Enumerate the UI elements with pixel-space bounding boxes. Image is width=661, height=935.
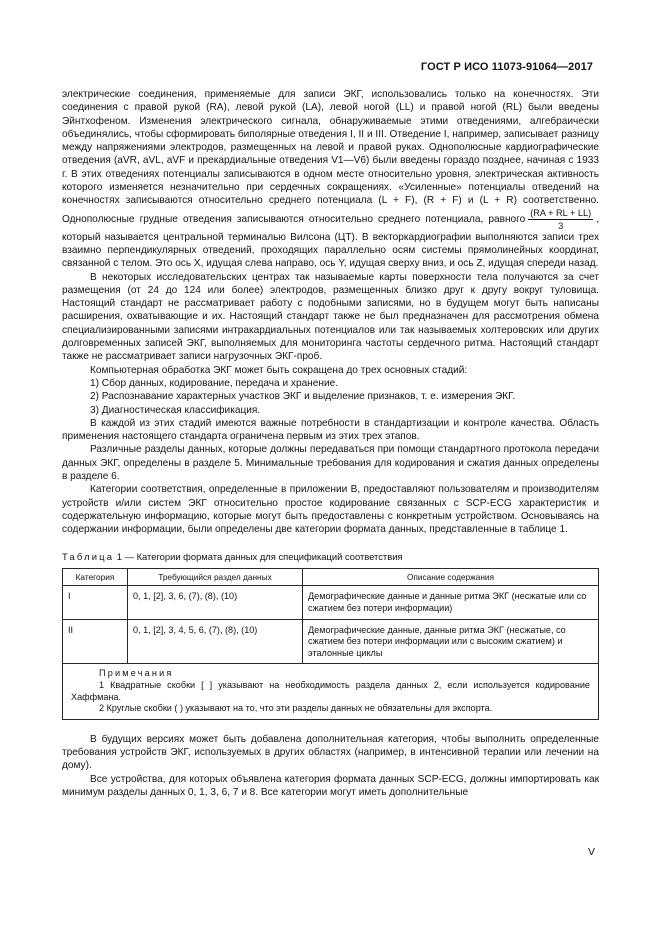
paragraph-processing-stages: Компьютерная обработка ЭКГ может быть сокращена до трех основных стадий:: [90, 364, 468, 376]
paragraph-compliance-categories: Категории соответствия, определенные в приложении В, предоставляют пользователям и производителям устройств и/или систем ЭКГ относительно простое кодирование связанных с SCP-ECG характеристик и содержательную информацию, которые могут быть предоставлены с конкретным устройством. Основываясь на содержании информации, были определены две категории формата данных, представленные в таблице 1.: [62, 484, 599, 536]
table-header-row: [63, 568, 599, 586]
table-row: [63, 619, 599, 664]
column-header-description: Описание содержания: [303, 568, 599, 586]
note-item: 1 Квадратные скобки [ ] указывают на необходимость раздела данных 2, если используется кодирование Хаффмана.: [71, 679, 590, 702]
list-item: 3) Диагностическая классификация.: [90, 404, 261, 416]
wilson-fraction: [528, 208, 593, 231]
data-format-categories-table: [62, 568, 599, 720]
document-body: [62, 88, 599, 799]
table-caption: [62, 550, 599, 563]
note-item: 2 Круглые скобки ( ) указывают на то, что эти разделы данных не обязательны для экспорта.: [99, 703, 493, 714]
paragraph-device-requirements: Все устройства, для которых объявлена категория формата данных SCP-ECG, должны импортировать как минимум разделы данных 0, 1, 3, 6, 7 и 8. Все категории могут иметь дополнительные: [62, 773, 599, 798]
fraction-denominator: 3: [558, 220, 564, 231]
intro-text-part1: электрические соединения, применяемые для записи ЭКГ, использовались только на конечностях. Эти соединения с правой рукой (RA), левой рукой (LA), левой ногой (LL) и правой ногой (RL) были введены Эйнтхофеном. Изменения электрического сигнала, обнаруживаемые этими отведениями, алгебраически объединялись, чтобы сформировать биполярные отведения I, II и III. Отведение I, например, записывает разницу между напряжениями электродов, размещенных на левой и правой руках. Однополюсные кардиографические отведения (aVR, aVL, aVF и прекардиальные отведения V1—V6) были введены гораздо позднее, начиная с 1933 г. В этих отведениях потенциалы записываются в одном месте относительно уровня, электрическая активность которого изменяется незначительно при сердечных сокращениях. «Усиленные» потенциалы отведений на конечностях записываются относительно среднего потенциала (L + F), (R + F) и (L + R) соответственно. Однополюсные грудные отведения записываются относительно среднего потенциала, равного: [62, 89, 599, 225]
intro-paragraph: [62, 88, 599, 271]
paragraph-body-surface-maps: В некоторых исследовательских центрах так называемые карты поверхности тела получаются за счет размещения (от 24 до 124 или более) электродов, размещенных близко друг к другу вокруг туловища. Настоящий стандарт не рассматривает работу с подобными записями, но в будущем могут быть написаны расширения, охватывающие и их. Настоящий стандарт также не был предназначен для рассмотрения обмена специализированными записями интракардиальных потенциалов или так называемых холтеровских или других долговременных записей ЭКГ, выполняемых для мониторинга частоты сердечного ритма. Настоящий стандарт также не рассматривает записи нагрузочных ЭКГ-проб.: [62, 271, 599, 363]
table-notes: [63, 664, 599, 719]
paragraph-future-versions: В будущих версиях может быть добавлена дополнительная категория, чтобы выполнить определенные требования устройств ЭКГ, используемых в других областях (например, в интенсивной терапии или лечении на дому).: [62, 733, 599, 772]
fraction-numerator: (RA + RL + LL): [530, 207, 592, 218]
page-number: V: [587, 846, 595, 858]
table-caption-text: 1 — Категории формата данных для спецификаций соответствия: [114, 550, 403, 562]
cell-description: Демографические данные и данные ритма ЭКГ (несжатые или со сжатием без потери информации): [303, 586, 599, 619]
cell-required-section: 0, 1, [2], 3, 4, 5, 6, (7), (8), (10): [128, 619, 303, 664]
document-header: ГОСТ Р ИСО 11073-91064—2017: [420, 61, 593, 73]
table-row: [63, 586, 599, 619]
cell-category: I: [63, 586, 128, 619]
notes-title: Примечания: [99, 668, 174, 679]
column-header-required-section: Требующийся раздел данных: [128, 568, 303, 586]
paragraph-standardization-scope: В каждой из этих стадий имеются важные потребности в стандартизации и контроле качества. Область применения настоящего стандарта ограничена первым из этих трех этапов.: [62, 417, 599, 443]
intro-text-part2: , который называется центральной терминалью Вилсона (ЦТ). В векторкардиографии выполняются записи трех взаимно перпендикулярных отведений, проходящих параллельно осям системы прямолинейных координат, связанной с телом. Это ось X, идущая слева направо, ось Y, идущая сверху вниз, и ось Z, идущая спереди назад.: [62, 213, 599, 270]
cell-category: II: [63, 619, 128, 664]
table-caption-prefix: Таблица: [62, 550, 115, 562]
cell-required-section: 0, 1, [2], 3, 6, (7), (8), (10): [128, 586, 303, 619]
paragraph-data-sections: Различные разделы данных, которые должны передаваться при помощи стандартного протокола передачи данных ЭКГ, определены в разделе 5. Минимальные требования для кодирования и сжатия данных определены в разделе 6.: [62, 444, 599, 483]
column-header-category: Категория: [63, 568, 128, 586]
list-item: 1) Сбор данных, кодирование, передача и хранение.: [90, 377, 338, 389]
cell-description: Демографические данные, данные ритма ЭКГ (несжатые, со сжатием без потери информации или с высоким сжатием) и эталонные циклы: [303, 619, 599, 664]
list-item: 2) Распознавание характерных участков ЭКГ и выделение признаков, т. е. измерения ЭКГ.: [90, 391, 516, 403]
table-notes-row: [63, 664, 599, 719]
